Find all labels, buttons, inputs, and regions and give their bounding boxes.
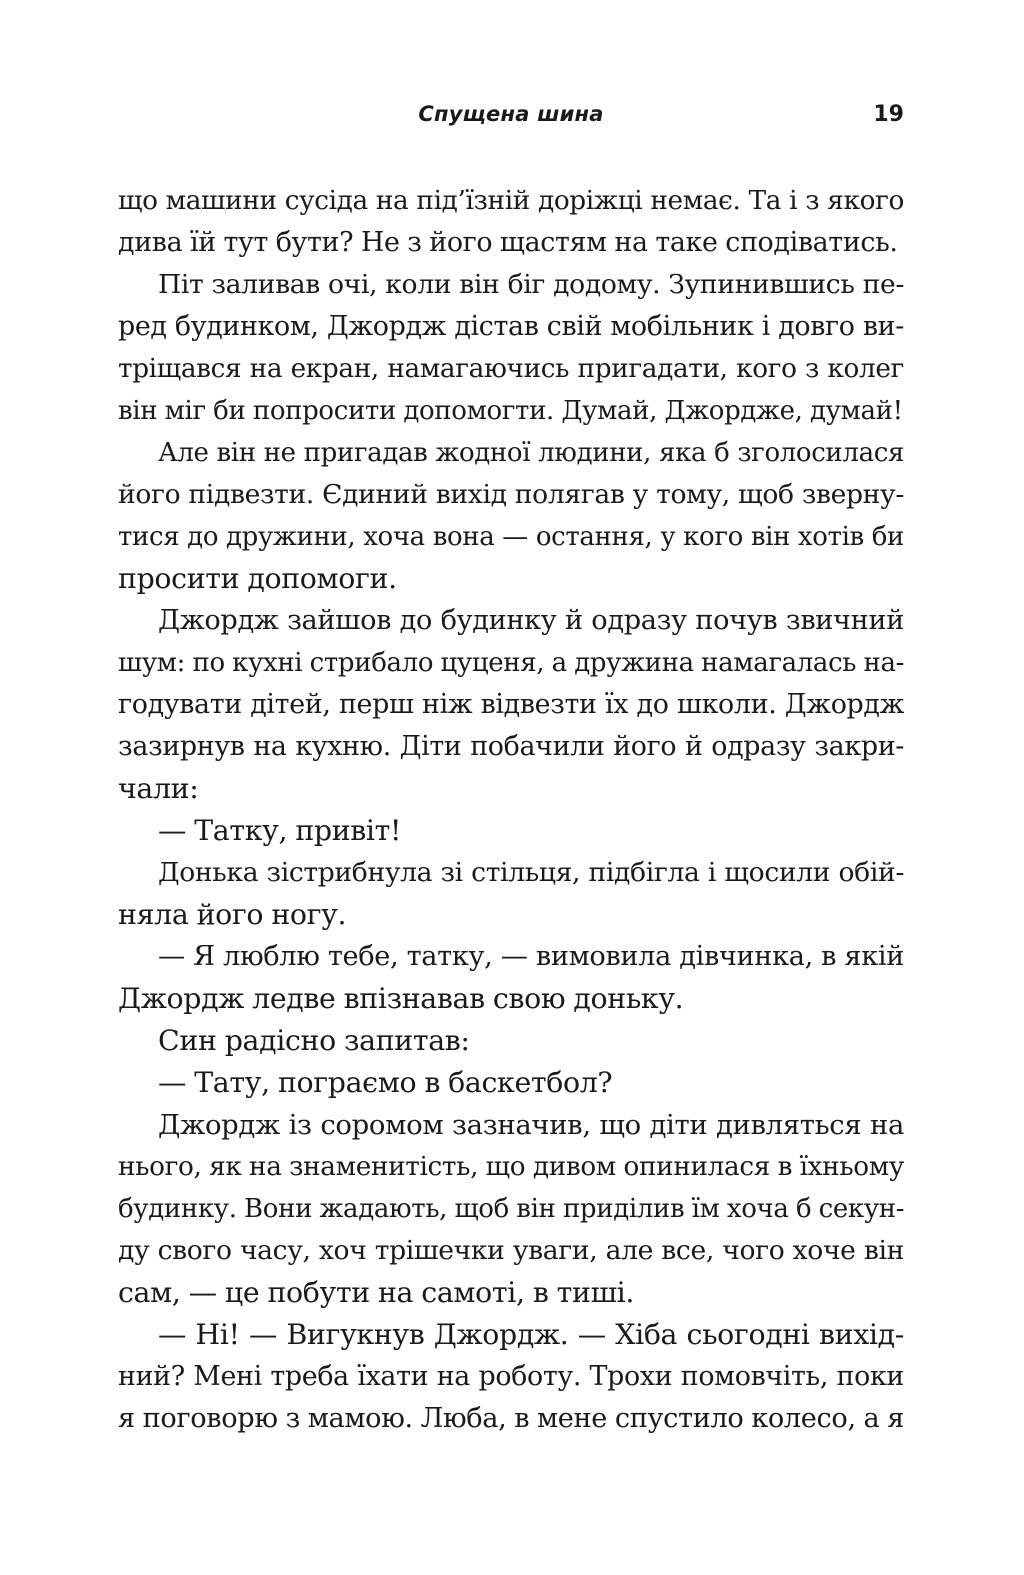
text-line: шум: по кухні стрибало цуценя, а дружина намагалась на- (118, 648, 904, 678)
page-number: 19 (873, 102, 904, 127)
text-line: що машини сусіда на під’їзній доріжці немає. Та і з якого (118, 186, 904, 216)
text-line: ред будинком, Джордж дістав свій мобільник і довго ви- (118, 311, 904, 342)
text-line: Джордж зайшов до будинку й одразу почув звичний (158, 605, 904, 636)
text-line: Донька зістрибнула зі стільця, підбігла і щосили обій- (158, 857, 904, 888)
text-line: він міг би попросити допомогти. Думай, Джордже, думай! (118, 396, 903, 426)
text-line: ний? Мені треба їхати на роботу. Трохи помовчіть, поки (118, 1361, 904, 1392)
text-line: Джордж ледве впізнавав свою доньку. (118, 982, 684, 1015)
text-line: Син радісно запитав: (158, 1024, 470, 1057)
text-line: дива їй тут бути? Не з його щастям на таке сподіватись. (118, 227, 898, 258)
text-line: — Ні! — Вигукнув Джордж. — Хіба сьогодні вихід- (158, 1318, 904, 1351)
text-line: зазирнув на кухню. Діти побачили його й одразу закри- (118, 731, 904, 762)
text-line: Джордж із соромом зазначив, що діти дивляться на (158, 1109, 904, 1141)
text-line: Але він не пригадав жодної людини, яка б зголосилася (158, 438, 904, 468)
running-title: Спущена шина (418, 102, 604, 126)
body-text (118, 180, 904, 1440)
text-line: тися до дружини, хоча вона — остання, у кого він хотів би (118, 522, 904, 552)
running-head (118, 102, 904, 134)
text-line: Піт заливав очі, коли він біг додому. Зупинившись пе- (158, 269, 904, 300)
text-line: — Тату, пограємо в баскетбол? (158, 1066, 613, 1099)
text-line: просити допомоги. (118, 562, 397, 595)
text-line: чали: (118, 772, 199, 805)
text-line: будинку. Вони жадають, щоб він приділив їм хоча б секун- (118, 1194, 904, 1224)
text-line: няла його ногу. (118, 898, 347, 931)
text-line: тріщався на екран, намагаючись пригадати, кого з колег (118, 354, 904, 384)
text-line: я поговорю з мамою. Люба, в мене спустило колесо, а я (118, 1403, 904, 1434)
text-line: годувати дітей, перш ніж відвезти їх до школи. Джордж (118, 689, 904, 720)
text-line: нього, як на знаменитість, що дивом опинилася в їхньому (118, 1152, 904, 1182)
text-line: — Татку, привіт! (158, 814, 402, 847)
text-line: ду свого часу, хоч трішечки уваги, але все, чого хоче він (118, 1235, 904, 1266)
text-line: його підвезти. Єдиний вихід полягав у тому, щоб зверну- (118, 479, 904, 510)
text-line: сам, — це побути на самоті, в тиші. (118, 1276, 635, 1309)
text-line: — Я люблю тебе, татку, — вимовила дівчинка, в якій (158, 941, 904, 972)
